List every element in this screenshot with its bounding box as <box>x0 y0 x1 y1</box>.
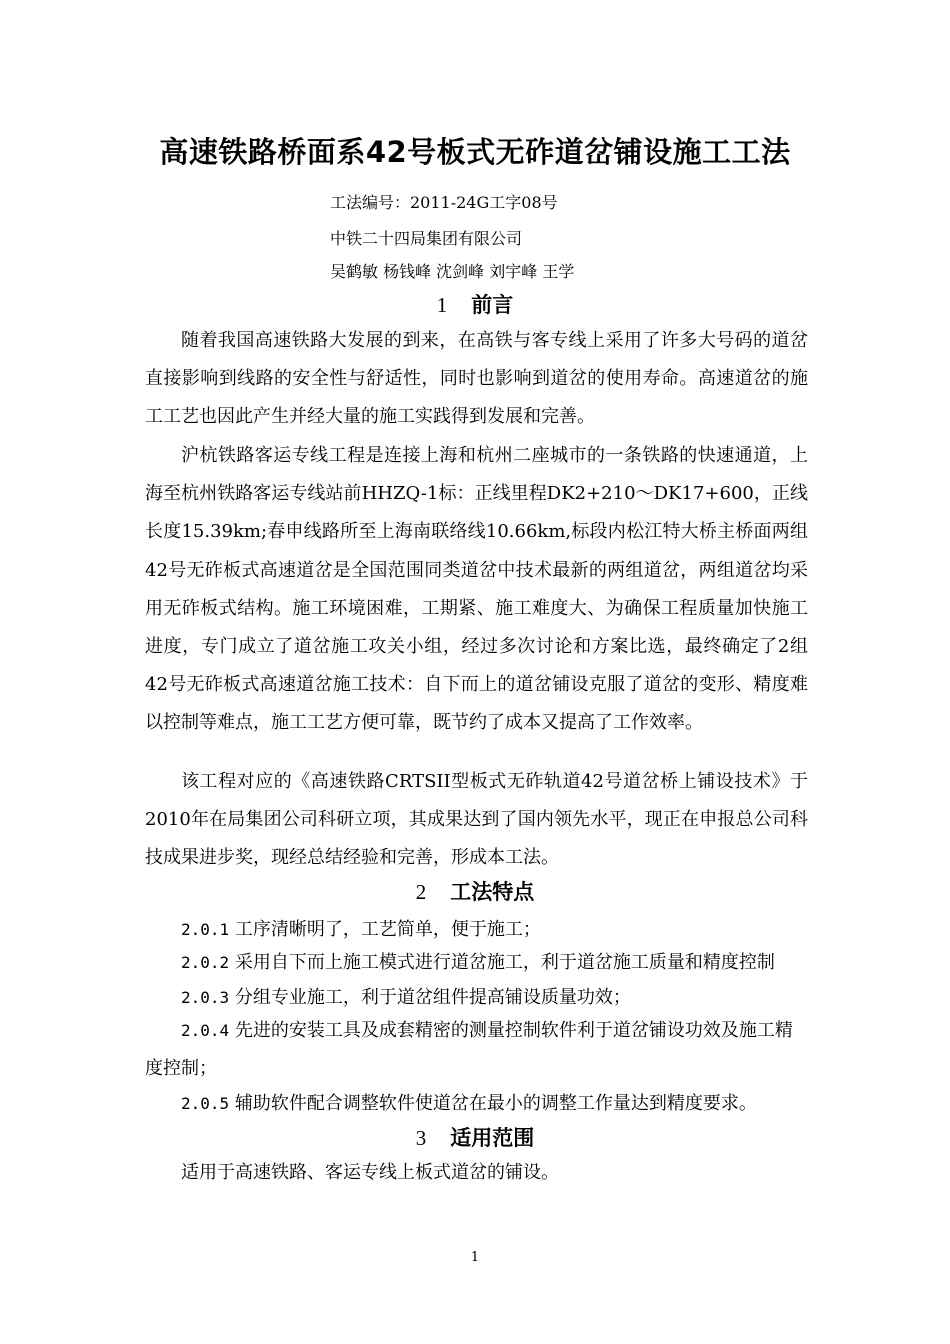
list-item <box>145 1012 808 1088</box>
item-code: 2.0.3 <box>181 988 230 1007</box>
list-item <box>145 1085 808 1123</box>
paragraph: 沪杭铁路客运专线工程是连接上海和杭州二座城市的一条铁路的快速通道，上海至杭州铁路客运专线站前HHZQ-1标：正线里程DK2+210～DK17+600，正线长度15.39km;春申线路所至上海南联络线10.66km,标段内松江特大桥主桥面两组42号无砟板式高速道岔是全国范围同类道岔中技术最新的两组道岔，两组道岔均采用无砟板式结构。施工环境困难，工期紧、施工难度大、为确保工程质量加快施工进度，专门成立了道岔施工攻关小组，经过多次讨论和方案比选，最终确定了2组42号无砟板式高速道岔施工技术：自下而上的道岔铺设克服了道岔的变形、精度难以控制等难点，施工工艺方便可靠，既节约了成本又提高了工作效率。 <box>145 445 808 734</box>
section-title: 工法特点 <box>450 880 535 904</box>
section-title: 适用范围 <box>450 1126 535 1150</box>
paragraph: 随着我国高速铁路大发展的到来，在高铁与客专线上采用了许多大号码的道岔直接影响到线路的安全性与舒适性，同时也影响到道岔的使用寿命。高速道岔的施工工艺也因此产生并经大量的施工实践得到发展和完善。 <box>145 330 808 428</box>
item-text: 辅助软件配合调整软件使道岔在最小的调整工作量达到精度要求。 <box>234 1093 757 1114</box>
item-text: 采用自下而上施工模式进行道岔施工，利于道岔施工质量和精度控制 <box>234 952 775 973</box>
section-title: 前言 <box>471 293 514 317</box>
item-code: 2.0.5 <box>181 1094 230 1113</box>
item-text: 先进的安装工具及成套精密的测量控制软件利于道岔铺设功效及施工精度控制； <box>145 1020 793 1080</box>
paragraph: 适用于高速铁路、客运专线上板式道岔的铺设。 <box>181 1162 559 1183</box>
item-code: 2.0.1 <box>181 920 230 939</box>
section-number: 1 <box>436 293 448 317</box>
list-item <box>145 944 808 982</box>
section-heading-2 <box>0 876 950 906</box>
paragraph: 该工程对应的《高速铁路CRTSII型板式无砟轨道42号道岔桥上铺设技术》于2010年在局集团公司科研立项，其成果达到了国内领先水平，现正在申报总公司科技成果进步奖，现经总结经验和完善，形成本工法。 <box>145 771 808 869</box>
item-text: 分组专业施工，利于道岔组件提高铺设质量功效； <box>234 987 631 1008</box>
company-name: 中铁二十四局集团有限公司 <box>330 229 523 248</box>
item-code: 2.0.4 <box>181 1021 230 1040</box>
section-number: 2 <box>415 880 427 904</box>
section-heading-1 <box>0 289 950 319</box>
section-number: 3 <box>415 1126 427 1150</box>
method-code: 工法编号：2011-24G工字08号 <box>330 193 558 212</box>
section-heading-3 <box>0 1122 950 1152</box>
document-title: 高速铁路桥面系42号板式无砟道岔铺设施工工法 <box>159 135 791 169</box>
item-code: 2.0.2 <box>181 953 230 972</box>
authors: 吴鹤敏 杨钱峰 沈剑峰 刘宇峰 王学 <box>330 262 575 281</box>
page-number: 1 <box>470 1250 480 1265</box>
item-text: 工序清晰明了，工艺简单，便于施工； <box>234 919 541 940</box>
